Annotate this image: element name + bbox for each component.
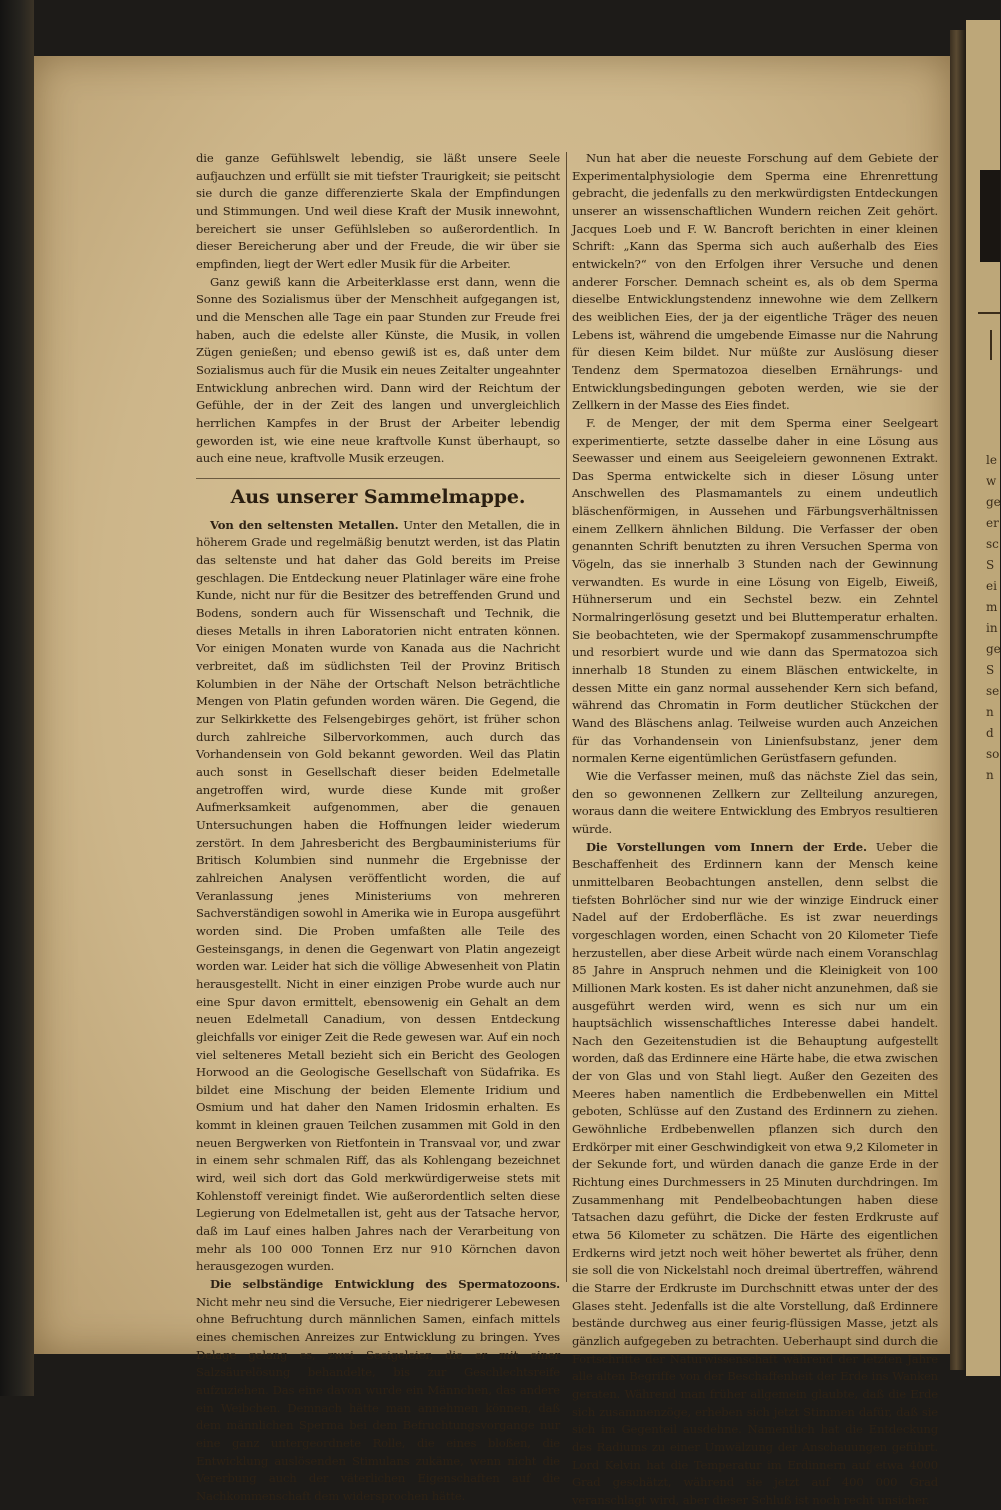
entry-metals	[196, 517, 560, 1276]
edge-letter: ei	[986, 579, 997, 593]
entry-earth-interior-title: Die Vorstellungen vom Innern der Erde.	[586, 839, 867, 854]
edge-letter: w	[986, 474, 997, 488]
edge-letter: n	[986, 705, 994, 719]
edge-letter: le	[986, 453, 997, 467]
edge-letter: se	[986, 684, 1000, 698]
entry-metals-title: Von den seltensten Metallen.	[210, 517, 399, 532]
edge-letter: so	[986, 747, 1000, 761]
paragraph-research-1: Nun hat aber die neueste Forschung auf dem Gebiete der Experimentalphysiologie dem Sperma eine Ehrenrettung gebracht, die jedenfalls zu den merkwürdigsten Entdeckungen unserer an wissenschaftlichen Wundern reichen Zeit gehört. Jacques Loeb und F. W. Bancroft berichten in einer kleinen Schrift: „Kann das Sperma sich auch außerhalb des Eies entwickeln?“ von den Erfolgen ihrer Versuche und denen anderer Forscher. Demnach scheint es, als ob dem Sperma dieselbe Entwicklungstendenz innewohne wie dem Zellkern des weiblichen Eies, der ja der eigentliche Träger des neuen Lebens ist, während die umgebende Eimasse nur die Nahrung für diesen Keim bildet. Nur müßte zur Auslösung dieser Tendenz dem Spermatozoa dieselben Ernährungs- und Entwicklungsbedingungen geboten werden, wie sie der Zellkern in der Masse des Eies findet.	[572, 151, 938, 413]
edge-letter: S	[986, 663, 995, 677]
edge-letter: d	[986, 726, 994, 740]
right-column	[572, 150, 938, 1510]
entry-spermatozoon	[196, 1276, 560, 1506]
book-cover-edge	[0, 0, 34, 1396]
entry-spermatozoon-text: Nicht mehr neu sind die Versuche, Eier niedrigerer Lebewesen ohne Befruchtung durch männlichen Samen, einfach mittels eines chemischen Anreizes zur Entwicklung zu bringen. Yves Delage gelang es, zwei Seeigeleier, die er mit einer Salzsäurelösung behandelte, bis zur Geschlechtsreife aufzuziehen. Das eine davon wurde ein Männchen, das andere ein Weibchen. Demnach hätte man annehmen können, daß dem männlichen Sperma bei dem Befruchtungsvorgange nur eine ganz untergeordnete Rolle, die eines bloßen, die Entwicklung auslösenden Stimulans zukäme, wenn nicht die Vererbung auch der väterlichen Eigenschaften auf die Nachkommenschaft dem widersprochen hätte.	[196, 1294, 560, 1503]
book-gutter	[950, 30, 966, 1370]
edge-letter: in	[986, 621, 998, 635]
entry-spermatozoon-title: Die selbständige Entwicklung des Spermatozoons.	[210, 1277, 560, 1292]
facing-page-rule-vertical	[990, 330, 992, 360]
edge-letter: m	[986, 600, 998, 614]
facing-page-rule	[978, 312, 1000, 314]
facing-page-letters	[986, 450, 1000, 786]
facing-page-dark-mark	[980, 170, 1000, 262]
paragraph-music-1: die ganze Gefühlswelt lebendig, sie läßt unsere Seele aufjauchzen und erfüllt sie mit tiefster Traurigkeit; sie peitscht sie durch die ganze differenzierte Skala der Empfindungen und Stimmungen. Und weil diese Kraft der Musik innewohnt, bereichert sie unser Gefühlsleben so außerordentlich. In dieser Bereicherung aber und der Freude, die wir über sie empfinden, liegt der Wert edler Musik für die Arbeiter.	[196, 151, 560, 271]
paragraph-research-3: Wie die Verfasser meinen, muß das nächste Ziel das sein, den so gewonnenen Zellkern zur Zellteilung anzuregen, woraus dann die weitere Entwicklung des Embryos resultieren würde.	[572, 768, 938, 836]
entry-earth-interior	[572, 839, 938, 1510]
edge-letter: sc	[986, 537, 999, 551]
paragraph-music-2: Ganz gewiß kann die Arbeiterklasse erst dann, wenn die Sonne des Sozialismus über der Menschheit aufgegangen ist, und die Menschen alle Tage ein paar Stunden zur Freude frei haben, auch die edelste aller Künste, die Musik, in vollen Zügen genießen; und ebenso gewiß ist es, daß unter dem Sozialismus auch für die Musik ein neues Zeitalter ungeahnter Entwicklung anbrechen wird. Dann wird der Reichtum der Gefühle, der in der Zeit des langen und unvergleichlich herrlichen Kampfes in der Brust der Arbeiter lebendig geworden ist, wie eine neue kraftvolle Kunst überhaupt, so auch eine neue, kraftvolle Musik erzeugen.	[196, 274, 560, 466]
entry-metals-text: Unter den Metallen, die in höherem Grade und regelmäßig benutzt werden, ist das Platin das seltenste und hat daher das Gold bereits im Preise geschlagen. Die Entdeckung neuer Platinlager wäre eine frohe Kunde, nicht nur für die Besitzer des betreffenden Grund und Bodens, sondern auch für Wissenschaft und Technik, die dieses Metalls in ihren Laboratorien nicht entraten können. Vor einigen Monaten wurde von Kanada aus die Nachricht verbreitet, daß im südlichsten Teil der Provinz Britisch Kolumbien in der Nähe der Ortschaft Nelson beträchtliche Mengen von Platin gefunden worden wären. Die Gegend, die zur Selkirkkette des Felsengebirges gehört, ist früher schon durch zahlreiche Silbervorkommen, auch durch das Vorhandensein von Gold bekannt geworden. Weil das Platin auch sonst in Gesellschaft dieser beiden Edelmetalle angetroffen wird, wurde diese Kunde mit großer Aufmerksamkeit aufgenommen, aber die genauen Untersuchungen haben die Hoffnungen leider wiederum zerstört. In dem Jahresbericht des Bergbauministeriums für Britisch Kolumbien sind nunmehr die Ergebnisse der zahlreichen Analysen veröffentlicht worden, die auf Veranlassung jenes Ministeriums von mehreren Sachverständigen sowohl in Amerika wie in Europa ausgeführt worden sind. Die Proben umfaßten alle Teile des Gesteinsgangs, in denen die Gegenwart von Platin angezeigt worden war. Leider hat sich die völlige Abwesenheit von Platin herausgestellt. Nicht in einer einzigen Probe wurde auch nur eine Spur davon ermittelt, ebensowenig ein Gehalt an dem neuen Edelmetall Canadium, von dessen Entdeckung gleichfalls vor einiger Zeit die Rede gewesen war. Auf ein noch viel selteneres Metall bezieht sich ein Bericht des Geologen Horwood an die Geologische Gesellschaft von Südafrika. Es bildet eine Mischung der beiden Elemente Iridium und Osmium und hat daher den Namen Iridosmin erhalten. Es kommt in kleinen grauen Teilchen zusammen mit Gold in den neuen Bergwerken von Rietfontein in Transvaal vor, und zwar in einem sehr schmalen Riff, das als Kohlengang bezeichnet wird, weil sich dort das Gold merkwürdigerweise stets mit Kohlenstoff vereinigt findet. Wie außerordentlich selten diese Legierung von Edelmetallen ist, geht aus der Tatsache hervor, daß im Lauf eines halben Jahres nach der Verarbeitung von mehr als 100 000 Tonnen Erz nur 910 Körnchen davon herausgezogen wurden.	[196, 517, 560, 1274]
edge-letter: ge	[986, 642, 1001, 656]
left-column	[196, 150, 560, 1506]
edge-letter: n	[986, 768, 994, 782]
section-heading: Aus unserer Sammelmappe.	[196, 478, 560, 509]
edge-letter: ge	[986, 495, 1001, 509]
entry-earth-interior-text: Ueber die Beschaffenheit des Erdinnern kann der Mensch keine unmittelbaren Beobachtungen anstellen, denn selbst die tiefsten Bohrlöcher sind nur wie der winzige Eindruck einer Nadel auf der Erdoberfläche. Es ist zwar neuerdings vorgeschlagen worden, einen Schacht von 20 Kilometer Tiefe herzustellen, aber diese Arbeit würde nach einem Voranschlag 85 Jahre in Anspruch nehmen und die Kleinigkeit von 100 Millionen Mark kosten. Es ist daher nicht anzunehmen, daß sie ausgeführt werden wird, wenn es sich nur um ein hauptsächlich wissenschaftliches Interesse dabei handelt. Nach den Gezeitenstudien ist die Behauptung aufgestellt worden, daß das Erdinnere eine Härte habe, die etwa zwischen der von Glas und von Stahl liegt. Außer den Gezeiten des Meeres haben namentlich die Erdbebenwellen ein Mittel geboten, Schlüsse auf den Zustand des Erdinnern zu ziehen. Gewöhnliche Erdbebenwellen pflanzen sich durch den Erdkörper mit einer Geschwindigkeit von etwa 9,2 Kilometer in der Sekunde fort, und würden danach die ganze Erde in der Richtung eines Durchmessers in 25 Minuten durchdringen. Im Zusammenhang mit Pendelbeobachtungen haben diese Tatsachen dazu geführt, die Dicke der festen Erdkruste auf etwa 56 Kilometer zu schätzen. Die Härte des eigentlichen Erdkerns wird jetzt noch weit höher bewertet als früher, denn sie soll die von Nickelstahl noch dreimal übertreffen, während die Starre der Erdkruste im Durchschnitt etwas unter der des Glases steht. Jedenfalls ist die alte Vorstellung, daß Erdinnere bestände durchweg aus einer feurig-flüssigen Masse, jetzt als gänzlich aufgegeben zu betrachten. Ueberhaupt sind durch die Fortschritte der Naturwissenschaft während der letzten Jahre alle alten Begriffe von der Beschaffenheit der Erde ins Wanken geraten. Während man früher allgemein glaubte, daß die Erde sich zusammenzöge, erheben sich jetzt Stimmen dafür, daß sie sich im Gegenteil ausdehne. Namentlich hat die Entdeckung des Radiums zu einer Umwälzung der Anschauungen geführt. Lord Kelvin hat die Temperatur im Erdinnern auf etwa 4000 Grad geschätzt, während sie jetzt auf 400 000 Grad veranschlagt wird, aber dieser Schluß ist noch recht unsicher.	[572, 839, 938, 1507]
edge-letter: er	[986, 516, 999, 530]
column-divider	[566, 152, 567, 1282]
paragraph-research-2: F. de Menger, der mit dem Sperma einer Seelgeart experimentierte, setzte dasselbe daher in eine Lösung aus Seewasser und einem aus Seeigeleiern gewonnenen Extrakt. Das Sperma entwickelte sich in dieser Lösung unter Anschwellen des Plasmamantels zu einem undeutlich bläschenförmigen, in Aussehen und Färbungsverhältnissen einem Zellkern ähnlichen Bildung. Die Verfasser der oben genannten Schrift benutzten zu ihren Versuchen Sperma von Vögeln, das sie innerhalb 3 Stunden nach der Gewinnung verwandten. Es wurde in eine Lösung von Eigelb, Eiweiß, Hühnerserum und ein Sechstel bezw. ein Zehntel Normalringerlösung gesetzt und bei Bluttemperatur erhalten. Sie beobachteten, wie der Spermakopf zusammenschrumpfte und resorbiert wurde und wie dann das Spermatozoa sich innerhalb 18 Stunden zu einem Bläschen entwickelte, in dessen Mitte ein ganz normal aussehender Kern sich befand, während das Chromatin in Form deutlicher Stückchen der Wand des Bläschens anlag. Teilweise wurden auch Anzeichen für das Vorhandensein von Linienfsubstanz, jener dem normalen Kerne eigentümlichen Gerüstfasern gefunden.	[572, 415, 938, 766]
facing-page-edge	[966, 20, 1000, 1376]
edge-letter: S	[986, 558, 995, 572]
